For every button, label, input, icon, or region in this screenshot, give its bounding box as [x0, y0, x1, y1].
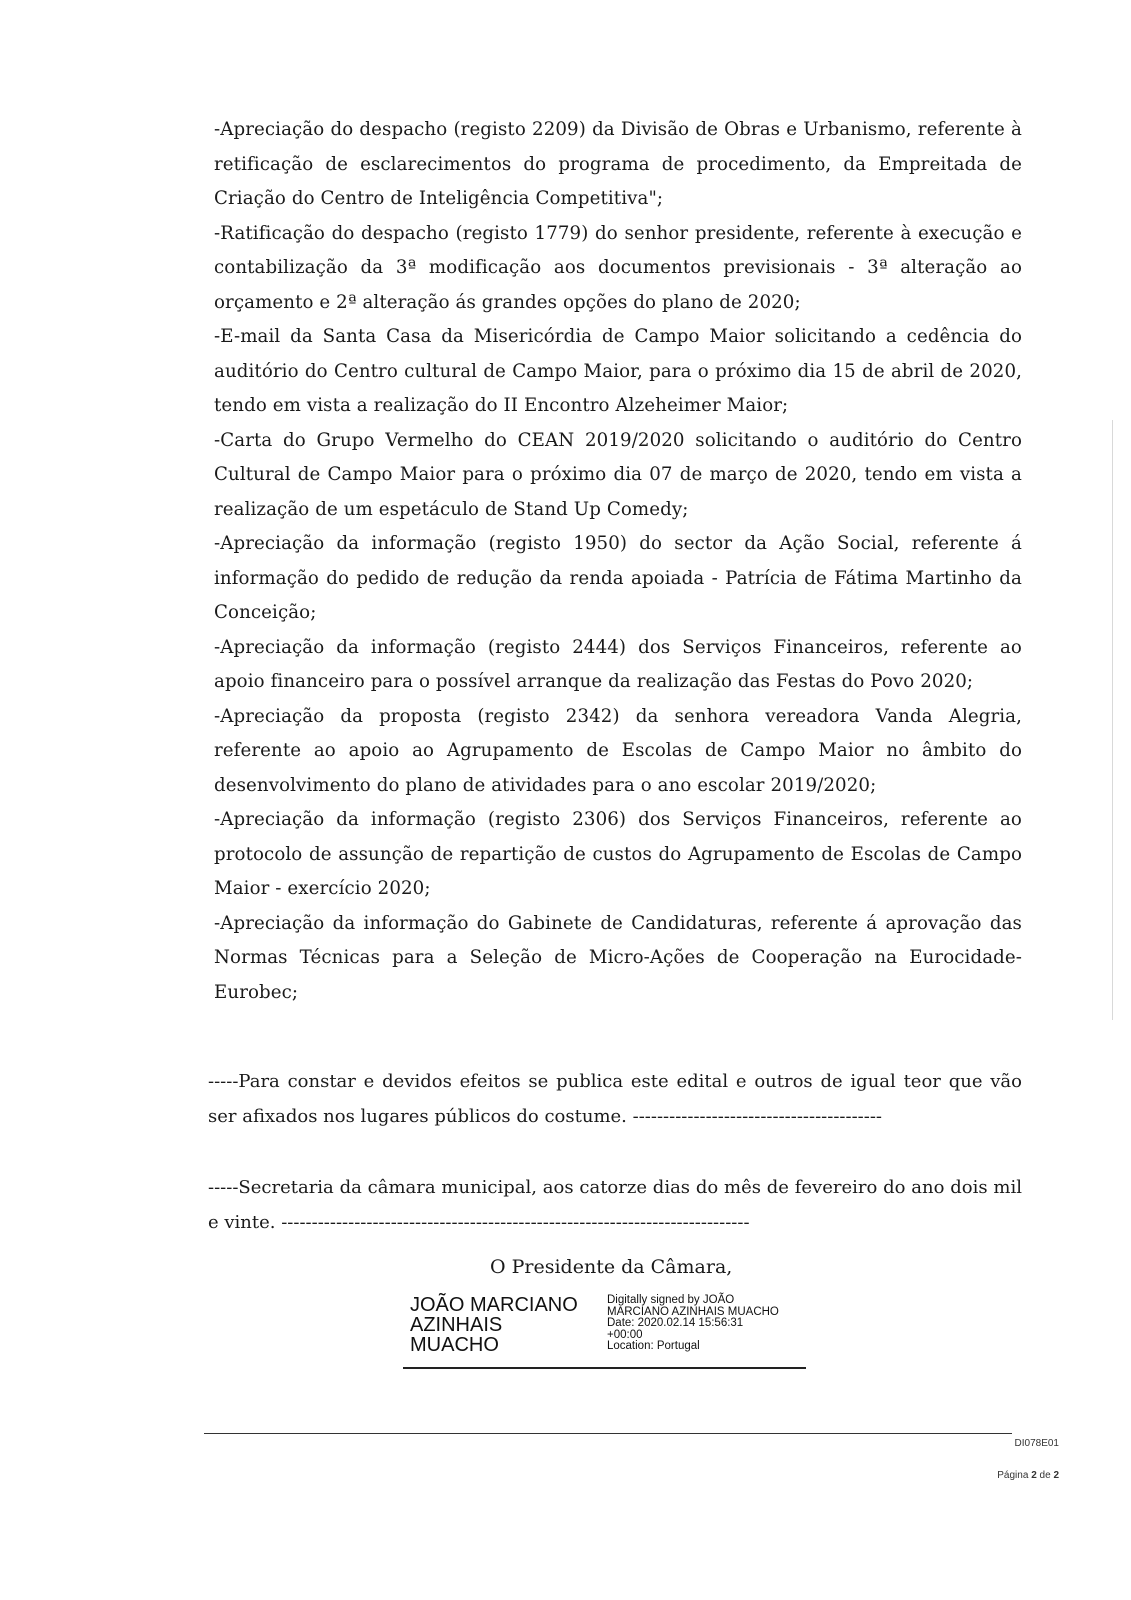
- signature-detail-line: MARCIANO AZINHAIS MUACHO: [607, 1305, 779, 1318]
- signer-name: [410, 1295, 578, 1355]
- signature-detail-line: Date: 2020.02.14 15:56:31: [607, 1317, 744, 1329]
- agenda-item: -Apreciação da informação (registo 1950) do sector da Ação Social, referente á informação do pedido de redução da renda apoiada - Patrícia de Fátima Martinho da Conceição;: [214, 533, 1022, 623]
- digital-signature: [403, 1292, 806, 1369]
- signer-name-line: MUACHO: [410, 1334, 499, 1356]
- document-code: DI078E01: [1014, 1438, 1059, 1449]
- page-of: de: [1039, 1470, 1051, 1481]
- agenda-item: -Apreciação da informação (registo 2444) dos Serviços Financeiros, referente ao apoio financeiro para o possível arranque da realização das Festas do Povo 2020;: [214, 636, 1022, 692]
- signer-name-line: AZINHAIS: [410, 1314, 503, 1336]
- page-number: [997, 1470, 1059, 1481]
- president-title: O Presidente da Câmara,: [490, 1256, 733, 1278]
- secretariat-statement: -----Secretaria da câmara municipal, aos catorze dias do mês de fevereiro do ano dois mil e vinte. -----------------------------------------------------------------------------: [208, 1177, 1022, 1233]
- agenda-item: -Apreciação da informação (registo 2306) dos Serviços Financeiros, referente ao protocolo de assunção de repartição de custos do Agrupamento de Escolas de Campo Maior - exercício 2020;: [214, 809, 1022, 899]
- publication-statement: -----Para constar e devidos efeitos se publica este edital e outros de igual teor que vão ser afixados nos lugares públicos do costume. -----------------------------------------: [208, 1071, 1022, 1127]
- agenda-item: -Ratificação do despacho (registo 1779) do senhor presidente, referente à execução e contabilização da 3ª modificação aos documentos previsionais - 3ª alteração ao orçamento e 2ª alteração ás grandes opções do plano de 2020;: [214, 222, 1022, 313]
- agenda-item: -Apreciação do despacho (registo 2209) da Divisão de Obras e Urbanismo, referente à retificação de esclarecimentos do programa de procedimento, da Empreitada de Criação do Centro de Inteligência Competitiva";: [214, 119, 1022, 209]
- page-label: Página: [997, 1470, 1029, 1481]
- agenda-item: -E-mail da Santa Casa da Misericórdia de Campo Maior solicitando a cedência do auditório do Centro cultural de Campo Maior, para o próximo dia 15 de abril de 2020, tendo em vista a realização do II Encontro Alzeheimer Maior;: [214, 326, 1022, 416]
- agenda-item: -Carta do Grupo Vermelho do CEAN 2019/2020 solicitando o auditório do Centro Cultural de Campo Maior para o próximo dia 07 de março de 2020, tendo em vista a realização de um espetáculo de Stand Up Comedy;: [214, 429, 1022, 520]
- signature-details: [607, 1295, 779, 1353]
- agenda-item: -Apreciação da informação do Gabinete de Candidaturas, referente á aprovação das Normas Técnicas para a Seleção de Micro-Ações de Cooperação na Eurocidade-Eurobec;: [214, 912, 1022, 1003]
- signature-detail-line: Location: Portugal: [607, 1340, 700, 1352]
- page-current: 2: [1031, 1470, 1037, 1481]
- agenda-list: [214, 113, 1022, 1010]
- signature-detail-line: Digitally signed by JOÃO: [607, 1294, 735, 1306]
- footer-divider: [204, 1433, 1012, 1434]
- signer-name-line: JOÃO MARCIANO: [410, 1294, 578, 1316]
- agenda-item: -Apreciação da proposta (registo 2342) da senhora vereadora Vanda Alegria, referente ao apoio ao Agrupamento de Escolas de Campo Maior no âmbito do desenvolvimento do plano de atividades para o ano escolar 2019/2020;: [214, 705, 1022, 796]
- signature-detail-line: +00:00: [607, 1328, 643, 1341]
- page-total: 2: [1053, 1470, 1059, 1481]
- page-edge-mark: [1112, 420, 1113, 1020]
